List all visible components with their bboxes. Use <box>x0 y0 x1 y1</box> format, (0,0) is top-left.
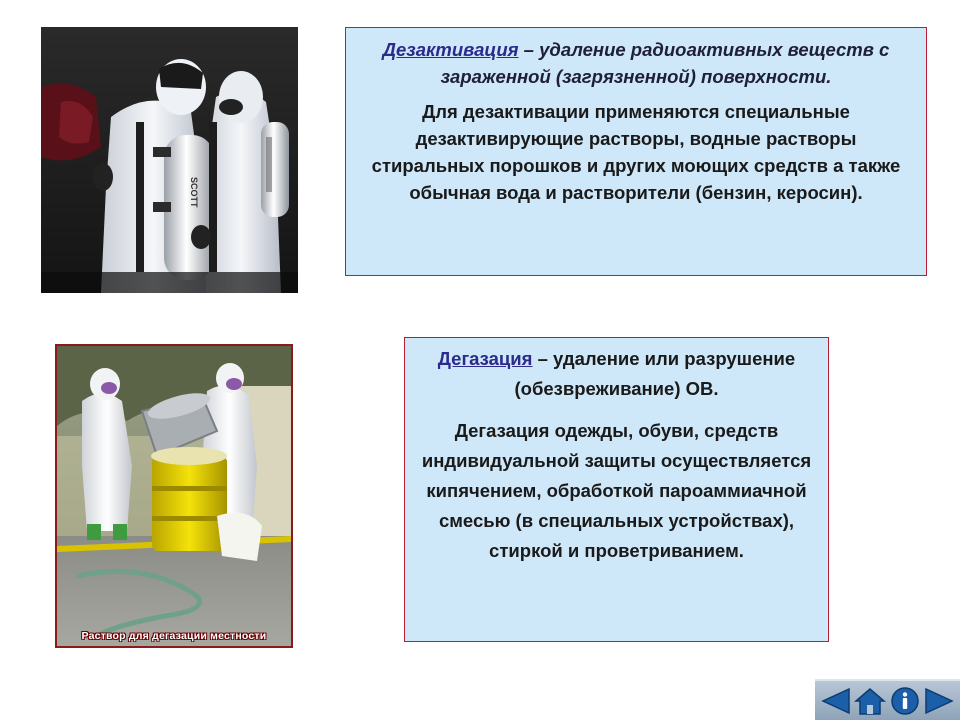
degassing-definition <box>419 344 814 404</box>
home-button[interactable] <box>853 684 887 718</box>
home-icon <box>853 686 887 716</box>
degassing-term: Дегазация <box>437 348 533 369</box>
degassing-photo-art <box>57 346 291 646</box>
decontamination-photo <box>41 27 298 293</box>
decontamination-body: Для дезактивации применяются специальные дезактивирующие растворы, водные растворы стиральных порошков и других моющих средств а также обычная вода и растворители (бензин, керосин). <box>371 101 901 203</box>
previous-slide-button[interactable] <box>819 684 853 718</box>
svg-text:SCOTT: SCOTT <box>189 177 199 208</box>
degassing-photo <box>55 344 293 648</box>
arrow-right-icon <box>922 686 956 716</box>
degassing-textbox <box>404 337 829 642</box>
degassing-definition-text: – удаление или разрушение (обезвреживание) ОВ. <box>514 348 796 399</box>
decontamination-definition-text: – удаление радиоактивных веществ с зараженной (загрязненной) поверхности. <box>440 39 890 87</box>
degassing-body: Дегазация одежды, обуви, средств индивидуальной защиты осуществляется кипячением, обработкой пароаммиачной смесью (в специальных устройствах), стиркой и проветриванием. <box>421 420 812 561</box>
decontamination-definition <box>364 36 908 90</box>
decontamination-textbox <box>345 27 927 276</box>
next-slide-button[interactable] <box>922 684 956 718</box>
arrow-left-icon <box>819 686 853 716</box>
degassing-photo-caption: Раствор для дегазации местности <box>81 630 267 642</box>
info-icon <box>890 686 920 716</box>
decontamination-photo-art <box>41 27 298 293</box>
navigation-bar <box>815 679 960 720</box>
info-button[interactable] <box>888 684 922 718</box>
decontamination-term: Дезактивация <box>382 39 519 60</box>
